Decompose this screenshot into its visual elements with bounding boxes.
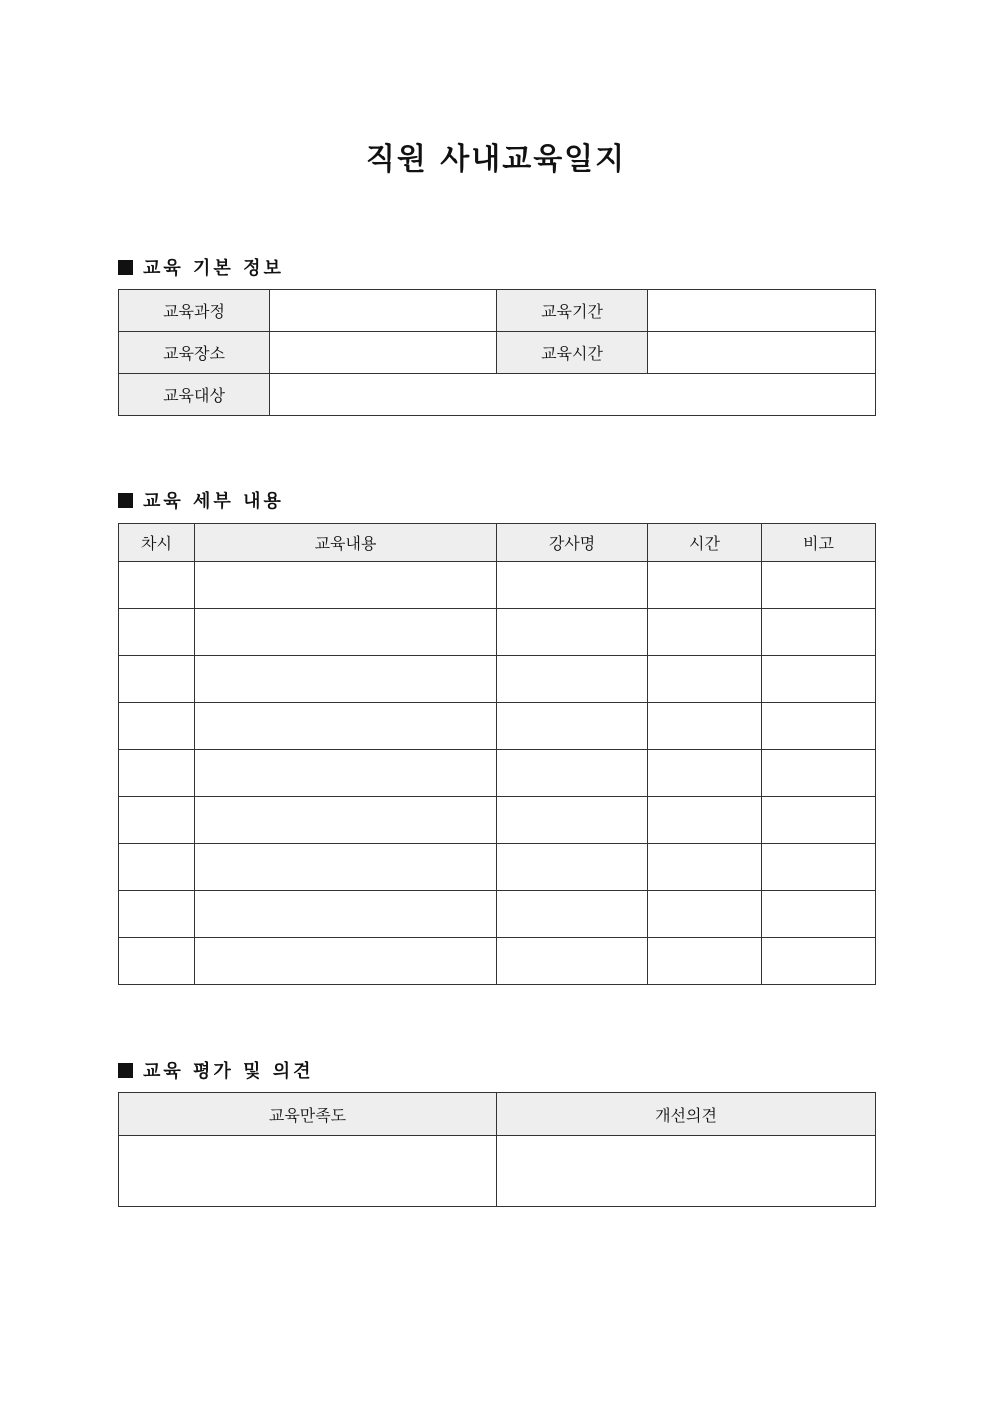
content-cell[interactable] — [195, 844, 497, 891]
remarks-cell[interactable] — [762, 797, 876, 844]
time-label: 교육시간 — [497, 332, 648, 374]
remarks-cell[interactable] — [762, 656, 876, 703]
table-row — [119, 703, 876, 750]
content-cell[interactable] — [195, 938, 497, 985]
content-cell[interactable] — [195, 656, 497, 703]
session-cell[interactable] — [119, 562, 195, 609]
basic-info-table — [118, 289, 876, 416]
section-heading-details — [118, 487, 284, 513]
square-bullet-icon — [118, 260, 133, 275]
table-row — [119, 290, 876, 332]
content-cell[interactable] — [195, 609, 497, 656]
target-label: 교육대상 — [119, 374, 270, 416]
session-cell[interactable] — [119, 609, 195, 656]
place-label: 교육장소 — [119, 332, 270, 374]
instructor-cell[interactable] — [497, 609, 648, 656]
satisfaction-field[interactable] — [119, 1136, 497, 1207]
session-cell[interactable] — [119, 844, 195, 891]
column-header-session: 차시 — [119, 524, 195, 562]
table-row — [119, 656, 876, 703]
column-header-improvement: 개선의견 — [497, 1093, 876, 1136]
remarks-cell[interactable] — [762, 938, 876, 985]
table-row — [119, 750, 876, 797]
table-header-row — [119, 524, 876, 562]
section-heading-label: 교육 기본 정보 — [143, 258, 284, 279]
details-table — [118, 523, 876, 985]
session-cell[interactable] — [119, 797, 195, 844]
remarks-cell[interactable] — [762, 844, 876, 891]
column-header-remarks: 비고 — [762, 524, 876, 562]
session-cell[interactable] — [119, 703, 195, 750]
remarks-cell[interactable] — [762, 703, 876, 750]
instructor-cell[interactable] — [497, 562, 648, 609]
page-title: 직원 사내교육일지 — [365, 142, 627, 177]
column-header-time: 시간 — [648, 524, 762, 562]
course-value-field[interactable] — [270, 290, 497, 332]
target-value-field[interactable] — [270, 374, 876, 416]
content-cell[interactable] — [195, 891, 497, 938]
time-cell[interactable] — [648, 844, 762, 891]
session-cell[interactable] — [119, 891, 195, 938]
improvement-field[interactable] — [497, 1136, 876, 1207]
instructor-cell[interactable] — [497, 797, 648, 844]
table-row — [119, 332, 876, 374]
section-heading-label: 교육 평가 및 의견 — [143, 1061, 314, 1082]
time-cell[interactable] — [648, 750, 762, 797]
table-row — [119, 938, 876, 985]
column-header-satisfaction: 교육만족도 — [119, 1093, 497, 1136]
remarks-cell[interactable] — [762, 891, 876, 938]
instructor-cell[interactable] — [497, 750, 648, 797]
time-cell[interactable] — [648, 797, 762, 844]
instructor-cell[interactable] — [497, 938, 648, 985]
time-cell[interactable] — [648, 938, 762, 985]
table-row — [119, 891, 876, 938]
square-bullet-icon — [118, 1063, 133, 1078]
time-cell[interactable] — [648, 562, 762, 609]
time-cell[interactable] — [648, 656, 762, 703]
table-row — [119, 797, 876, 844]
remarks-cell[interactable] — [762, 562, 876, 609]
period-label: 교육기간 — [497, 290, 648, 332]
table-row — [119, 844, 876, 891]
instructor-cell[interactable] — [497, 656, 648, 703]
evaluation-table — [118, 1092, 876, 1207]
table-row — [119, 562, 876, 609]
instructor-cell[interactable] — [497, 703, 648, 750]
section-heading-label: 교육 세부 내용 — [143, 491, 284, 512]
time-cell[interactable] — [648, 703, 762, 750]
content-cell[interactable] — [195, 750, 497, 797]
instructor-cell[interactable] — [497, 891, 648, 938]
remarks-cell[interactable] — [762, 609, 876, 656]
session-cell[interactable] — [119, 750, 195, 797]
content-cell[interactable] — [195, 562, 497, 609]
section-heading-basic-info — [118, 254, 284, 280]
session-cell[interactable] — [119, 656, 195, 703]
content-cell[interactable] — [195, 797, 497, 844]
table-row — [119, 609, 876, 656]
session-cell[interactable] — [119, 938, 195, 985]
square-bullet-icon — [118, 493, 133, 508]
column-header-instructor: 강사명 — [497, 524, 648, 562]
section-heading-evaluation — [118, 1057, 314, 1083]
instructor-cell[interactable] — [497, 844, 648, 891]
table-row — [119, 374, 876, 416]
table-row — [119, 1136, 876, 1207]
time-cell[interactable] — [648, 609, 762, 656]
course-label: 교육과정 — [119, 290, 270, 332]
table-header-row — [119, 1093, 876, 1136]
remarks-cell[interactable] — [762, 750, 876, 797]
time-value-field[interactable] — [648, 332, 876, 374]
column-header-content: 교육내용 — [195, 524, 497, 562]
time-cell[interactable] — [648, 891, 762, 938]
period-value-field[interactable] — [648, 290, 876, 332]
content-cell[interactable] — [195, 703, 497, 750]
place-value-field[interactable] — [270, 332, 497, 374]
